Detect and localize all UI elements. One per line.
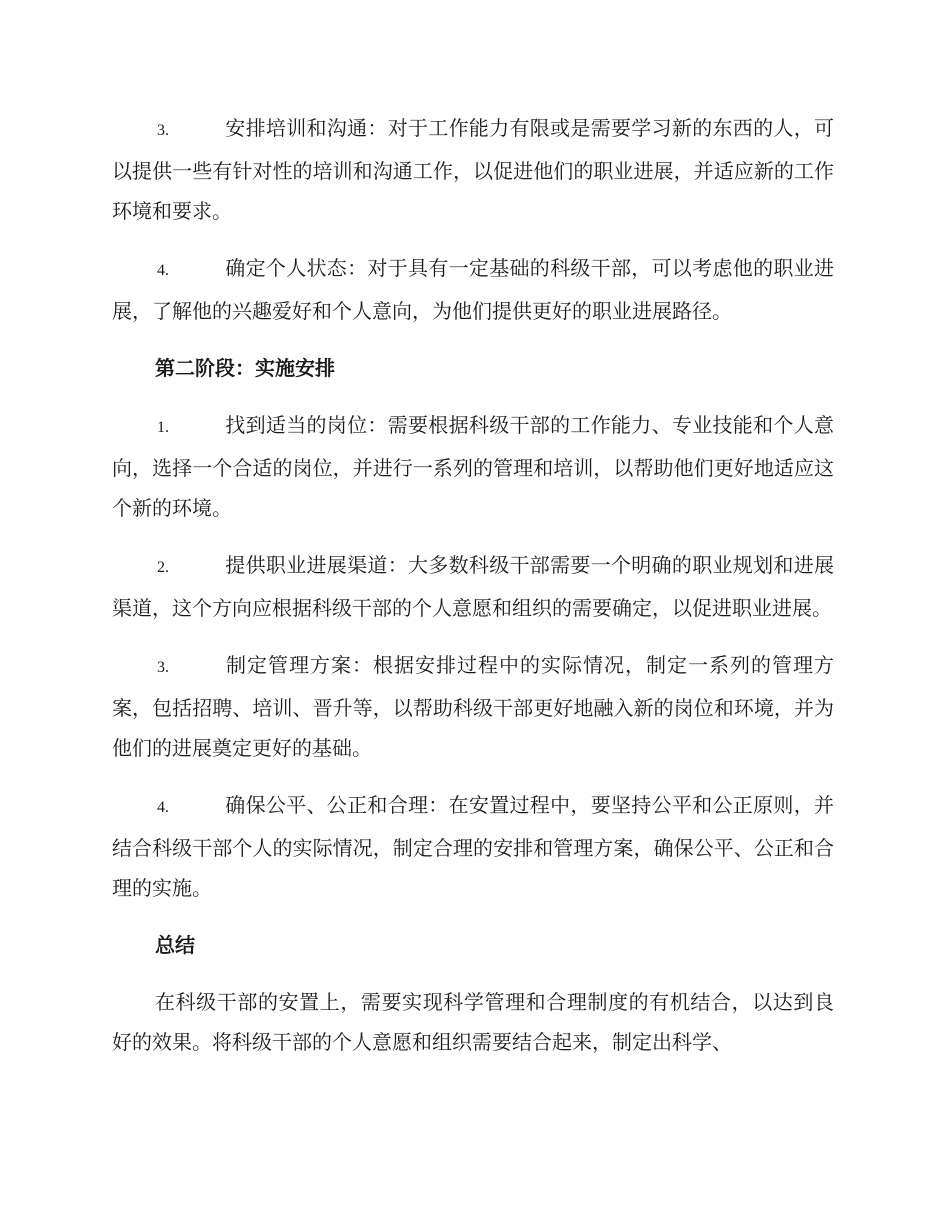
list-number: 4. bbox=[157, 262, 169, 279]
list-number: 1. bbox=[157, 419, 169, 436]
list-number: 2. bbox=[157, 559, 169, 576]
list-item-2-1 bbox=[112, 405, 834, 528]
list-text: 确定个人状态：对于具有一定基础的科级干部，可以考虑他的职业进展，了解他的兴趣爱好和个人意向，为他们提供更好的职业进展路径。 bbox=[112, 256, 834, 323]
list-text: 制定管理方案：根据安排过程中的实际情况，制定一系列的管理方案，包括招聘、培训、晋升等，以帮助科级干部更好地融入新的岗位和环境，并为他们的进展奠定更好的基础。 bbox=[112, 653, 834, 760]
list-item-1-4 bbox=[112, 248, 834, 331]
list-number: 4. bbox=[157, 799, 169, 816]
list-text: 安排培训和沟通：对于工作能力有限或是需要学习新的东西的人，可以提供一些有针对性的培训和沟通工作，以促进他们的职业进展，并适应新的工作环境和要求。 bbox=[112, 116, 834, 223]
list-item-2-3 bbox=[112, 645, 834, 768]
section-heading-stage-2: 第二阶段：实施安排 bbox=[155, 356, 335, 380]
list-item-2-4 bbox=[112, 785, 834, 908]
section-heading-summary: 总结 bbox=[155, 933, 195, 957]
list-item-2-2 bbox=[112, 545, 834, 628]
document-page bbox=[112, 108, 834, 1062]
list-text: 确保公平、公正和合理：在安置过程中，要坚持公平和公正原则，并结合科级干部个人的实际情况，制定合理的安排和管理方案，确保公平、公正和合理的实施。 bbox=[112, 793, 834, 900]
list-number: 3. bbox=[157, 659, 169, 676]
list-item-1-3 bbox=[112, 108, 834, 231]
list-text: 找到适当的岗位：需要根据科级干部的工作能力、专业技能和个人意向，选择一个合适的岗位，并进行一系列的管理和培训，以帮助他们更好地适应这个新的环境。 bbox=[112, 413, 834, 520]
list-number: 3. bbox=[157, 122, 169, 139]
summary-paragraph: 在科级干部的安置上，需要实现科学管理和合理制度的有机结合，以达到良好的效果。将科级干部的个人意愿和组织需要结合起来，制定出科学、 bbox=[112, 990, 834, 1054]
list-text: 提供职业进展渠道：大多数科级干部需要一个明确的职业规划和进展渠道，这个方向应根据科级干部的个人意愿和组织的需要确定，以促进职业进展。 bbox=[112, 553, 834, 620]
